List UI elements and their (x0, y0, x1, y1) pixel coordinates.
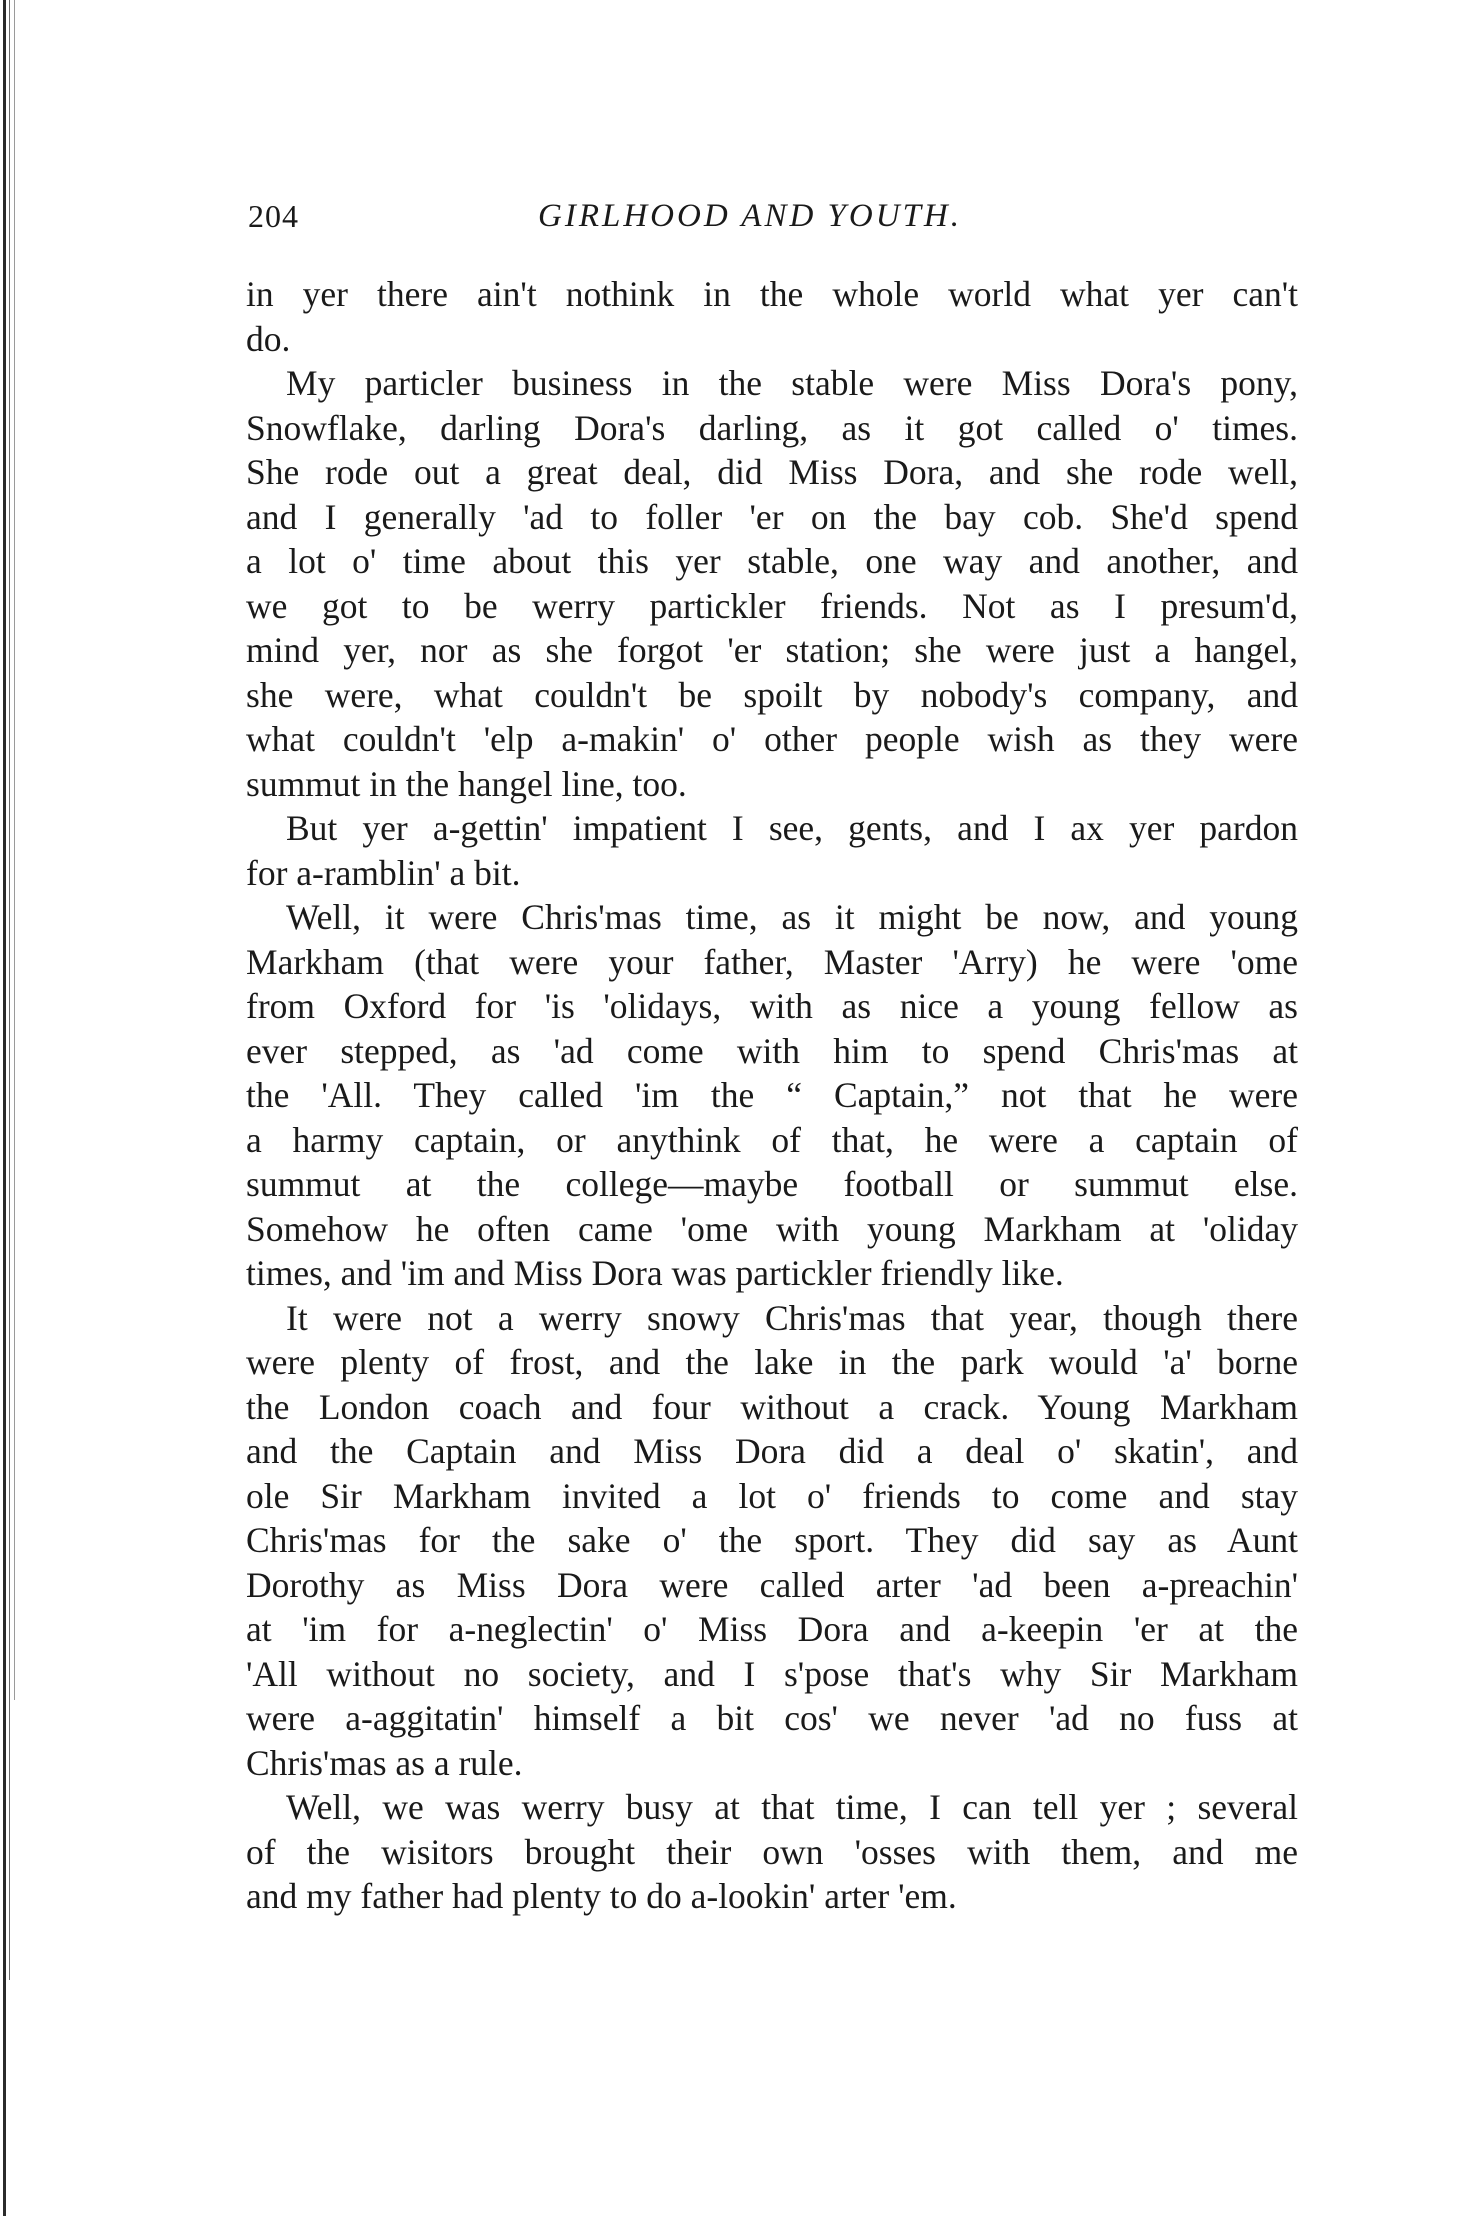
text-line: we got to be werry partickler friends. Not as I presum'd, (246, 585, 1298, 626)
paragraph (246, 1296, 1298, 1786)
binding-line (3, 0, 6, 2216)
text-line: times, and 'im and Miss Dora was partickler friendly like. (246, 1253, 1064, 1293)
text-line: My particler business in the stable were Miss Dora's pony, (286, 363, 1298, 403)
text-line: But yer a-gettin' impatient I see, gents, and I ax yer pardon (286, 808, 1298, 848)
text-line: and my father had plenty to do a-lookin' arter 'em. (246, 1876, 957, 1916)
paragraph (246, 895, 1298, 1296)
text-line: mind yer, nor as she forgot 'er station; she were just a hangel, (246, 630, 1298, 670)
text-line: ever stepped, as 'ad come with him to spend Chris'mas at (246, 1030, 1298, 1071)
text-line: what couldn't 'elp a-makin' o' other people wish as they were (246, 719, 1298, 759)
running-head: GIRLHOOD AND YOUTH. (538, 198, 963, 234)
text-line: a lot o' time about this yer stable, one way and another, and (246, 541, 1298, 581)
text-line: Snowflake, darling Dora's darling, as it got called o' times. (246, 407, 1298, 448)
page-number: 204 (248, 198, 299, 234)
text-line: Chris'mas as a rule. (246, 1742, 523, 1783)
text-line: the 'All. They called 'im the “ Captain,” not that he were (246, 1075, 1298, 1115)
text-line: Somehow he often came 'ome with young Markham at 'oliday (246, 1208, 1298, 1249)
text-line: of the wisitors brought their own 'osses with them, and me (246, 1831, 1298, 1872)
text-line: Chris'mas for the sake o' the sport. They did say as Aunt (246, 1520, 1298, 1560)
paragraph (246, 1785, 1298, 1919)
binding-line (9, 0, 10, 1980)
text-line: do. (246, 318, 291, 359)
text-line: and the Captain and Miss Dora did a deal o' skatin', and (246, 1431, 1298, 1471)
text-line: She rode out a great deal, did Miss Dora, and she rode well, (246, 452, 1298, 492)
text-line: she were, what couldn't be spoilt by nobody's company, and (246, 674, 1298, 715)
text-line: summut at the college—maybe football or summut else. (246, 1164, 1298, 1204)
text-line: a harmy captain, or anythink of that, he were a captain of (246, 1119, 1298, 1160)
text-line: Well, it were Chris'mas time, as it might be now, and young (286, 897, 1298, 937)
body-text (246, 272, 1298, 1919)
text-line: It were not a werry snowy Chris'mas that year, though there (286, 1297, 1298, 1338)
text-line: the London coach and four without a crack. Young Markham (246, 1386, 1298, 1427)
text-line: Well, we was werry busy at that time, I can tell yer ; several (286, 1787, 1298, 1827)
text-line: and I generally 'ad to foller 'er on the bay cob. She'd spend (246, 496, 1298, 537)
text-line: 'All without no society, and I s'pose that's why Sir Markham (246, 1653, 1298, 1694)
text-line: Markham (that were your father, Master 'Arry) he were 'ome (246, 941, 1298, 982)
text-line: ole Sir Markham invited a lot o' friends to come and stay (246, 1475, 1298, 1516)
text-line: in yer there ain't nothink in the whole world what yer can't (246, 274, 1298, 314)
text-line: were a-aggitatin' himself a bit cos' we never 'ad no fuss at (246, 1698, 1298, 1738)
paragraph (246, 272, 1298, 361)
binding-line (14, 0, 15, 1700)
text-line: Dorothy as Miss Dora were called arter 'ad been a-preachin' (246, 1564, 1298, 1605)
text-line: summut in the hangel line, too. (246, 763, 687, 804)
paragraph (246, 361, 1298, 806)
paragraph (246, 806, 1298, 895)
binding-edge (0, 0, 22, 2216)
text-line: were plenty of frost, and the lake in the park would 'a' borne (246, 1342, 1298, 1382)
page-header (248, 198, 1293, 248)
text-line: from Oxford for 'is 'olidays, with as nice a young fellow as (246, 986, 1298, 1026)
text-line: at 'im for a-neglectin' o' Miss Dora and a-keepin 'er at the (246, 1609, 1298, 1649)
text-line: for a-ramblin' a bit. (246, 852, 521, 893)
